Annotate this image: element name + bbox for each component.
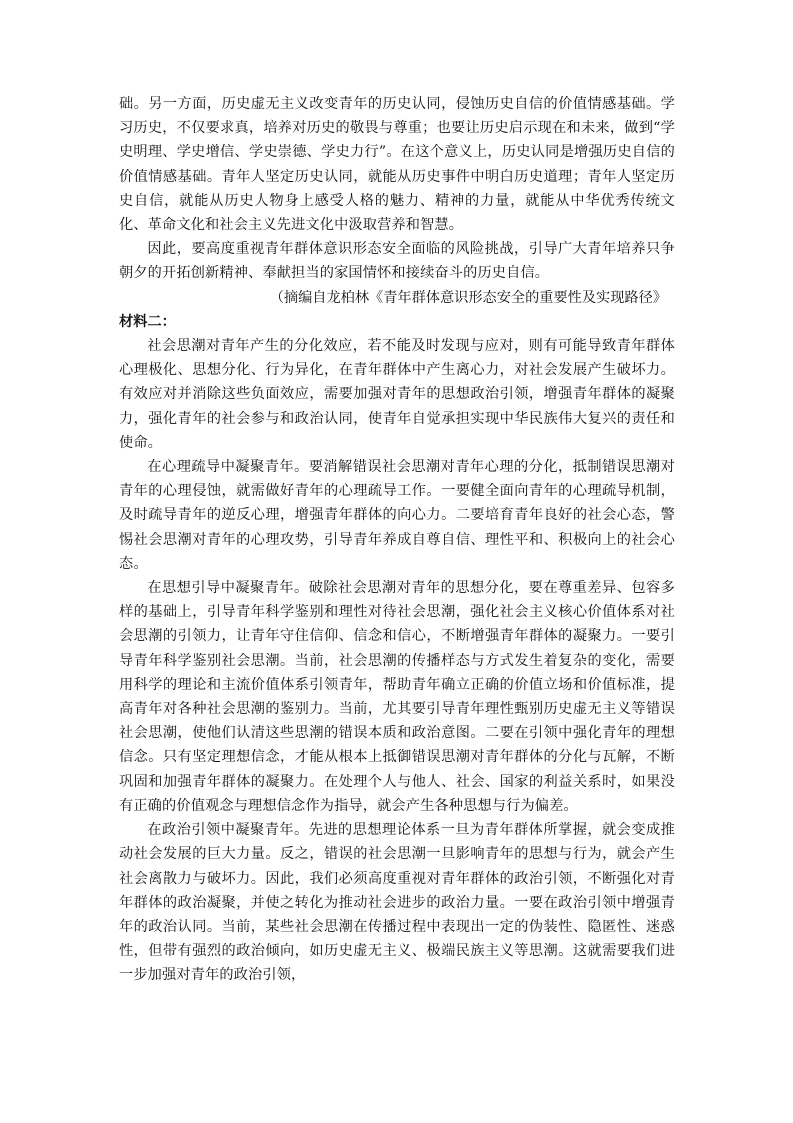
paragraph-conclusion: 因此，要高度重视青年群体意识形态安全面临的风险挑战，引导广大青年培养只争朝夕的开拓创新精神、奉献担当的家国情怀和接续奋斗的历史自信。 bbox=[119, 241, 675, 282]
material-two-paragraph-politics: 在政治引领中凝聚青年。先进的思想理论体系一旦为青年群体所掌握，就会变成推动社会发展的巨大力量。反之，错误的社会思潮一旦影响青年的思想与行为，就会产生社会离散力与破坏力。因此，我们必须高度重视对青年群体的政治引领，不断强化对青年群体的政治凝聚，并使之转化为推动社会进步的政治力量。一要在政治引领中增强青年的政治认同。当前，某些社会思潮在传播过程中表现出一定的伪装性、隐匿性、迷惑性，但带有强烈的政治倾向，如历史虚无主义、极端民族主义等思潮。这就需要我们进一步加强对青年的政治引领， bbox=[119, 822, 675, 984]
material-two-heading: 材料二： bbox=[119, 313, 176, 330]
paragraph-continuation: 础。另一方面，历史虚无主义改变青年的历史认同，侵蚀历史自信的价值情感基础。学习历史，不仅要求真，培养对历史的敬畏与尊重；也要让历史启示现在和未来，做到“学史明理、学史增信、学史崇德、学史力行”。在这个意义上，历史认同是增强历史自信的价值情感基础。青年人坚定历史认同，就能从历史事件中明白历史道理；青年人坚定历史自信，就能从历史人物身上感受人格的魅力、精神的力量，就能从中华优秀传统文化、革命文化和社会主义先进文化中汲取营养和智慧。 bbox=[119, 96, 675, 234]
material-two-paragraph-intro: 社会思潮对青年产生的分化效应，若不能及时发现与应对，则有可能导致青年群体心理极化、思想分化、行为异化，在青年群体中产生离心力，对社会发展产生破坏力。有效应对并消除这些负面效应，需要加强对青年的思想政治引领，增强青年群体的凝聚力，强化青年的社会参与和政治认同，使青年自觉承担实现中华民族伟大复兴的责任和使命。 bbox=[119, 338, 675, 451]
source-citation: （摘编自龙柏林《青年群体意识形态安全的重要性及实现路径》 bbox=[269, 289, 667, 306]
document-page bbox=[119, 92, 675, 988]
material-two-paragraph-psychology: 在心理疏导中凝聚青年。要消解错误社会思潮对青年心理的分化，抵制错误思潮对青年的心理侵蚀，就需做好青年的心理疏导工作。一要健全面向青年的心理疏导机制，及时疏导青年的逆反心理，增强青年群体的向心力。二要培育青年良好的社会心态，警惕社会思潮对青年的心理攻势，引导青年养成自尊自信、理性平和、积极向上的社会心态。 bbox=[119, 459, 675, 572]
material-two-paragraph-thought: 在思想引导中凝聚青年。破除社会思潮对青年的思想分化，要在尊重差异、包容多样的基础上，引导青年科学鉴别和理性对待社会思潮，强化社会主义核心价值体系对社会思潮的引领力，让青年守住信仰、信念和信心，不断增强青年群体的凝聚力。一要引导青年科学鉴别社会思潮。当前，社会思潮的传播样态与方式发生着复杂的变化，需要用科学的理论和主流价值体系引领青年，帮助青年确立正确的价值立场和价值标准，提高青年对各种社会思潮的鉴别力。当前，尤其要引导青年理性甄别历史虚无主义等错误社会思潮，使他们认清这些思潮的错误本质和政治意图。二要在引领中强化青年的理想信念。只有坚定理想信念，才能从根本上抵御错误思潮对青年群体的分化与瓦解，不断巩固和加强青年群体的凝聚力。在处理个人与他人、社会、国家的利益关系时，如果没有正确的价值观念与理想信念作为指导，就会产生各种思想与行为偏差。 bbox=[119, 580, 675, 814]
